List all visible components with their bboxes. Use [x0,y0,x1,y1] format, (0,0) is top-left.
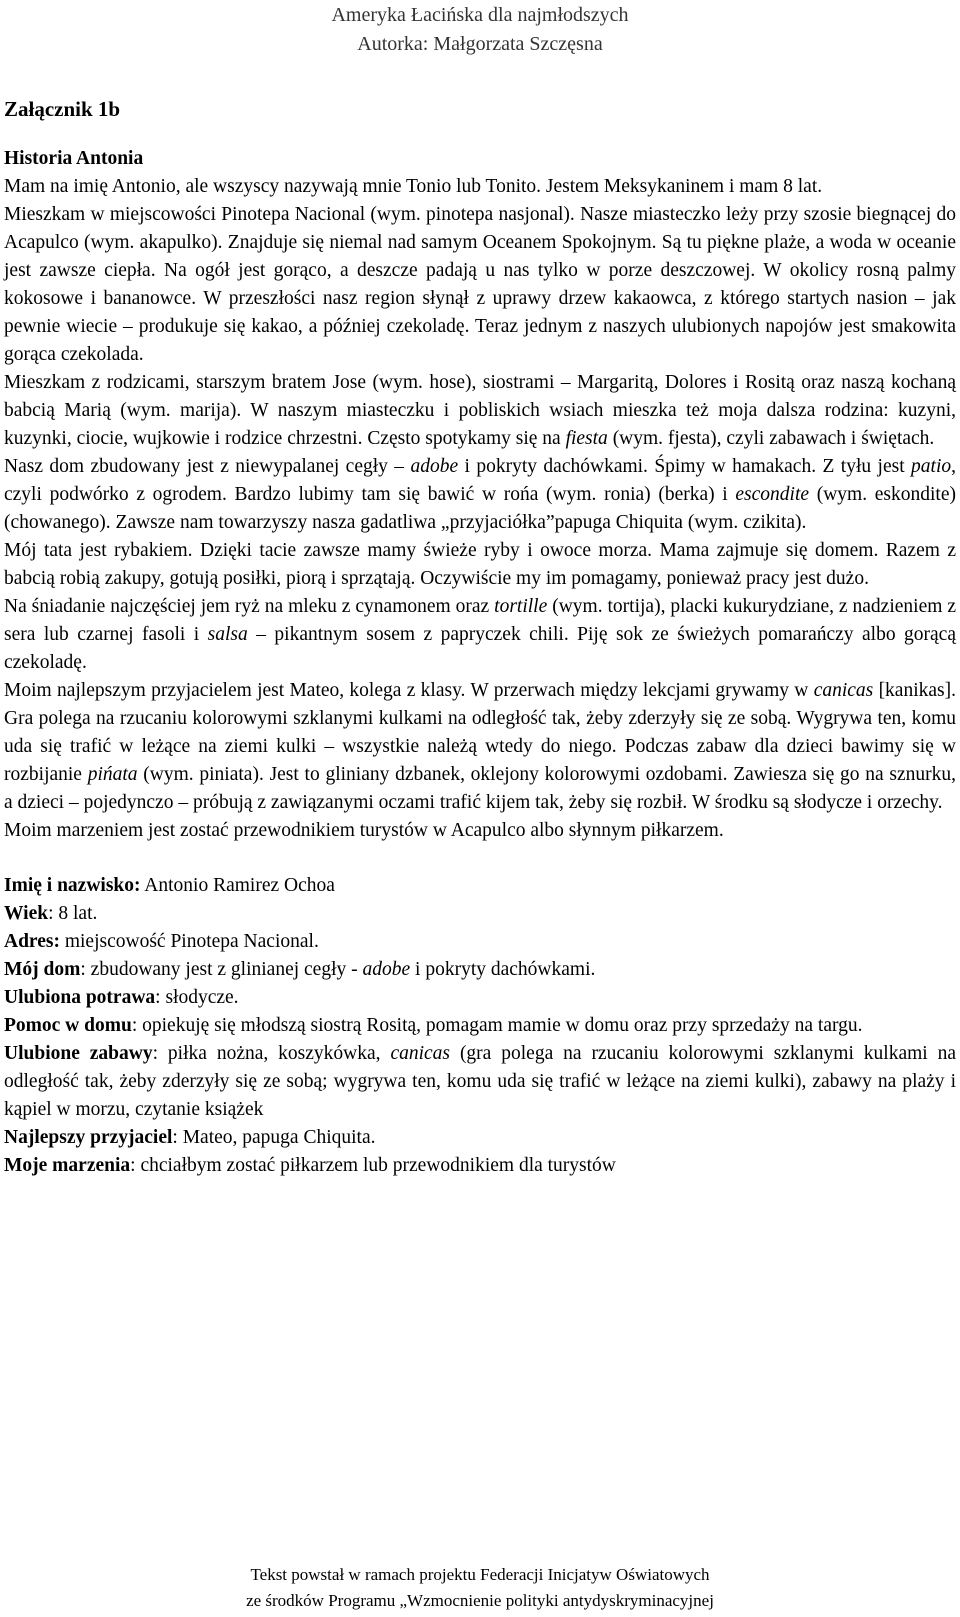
text-run: i pokryty dachówkami. Śpimy w hamakach. Z tyłu jest [458,456,912,477]
profile-value: (gra polega na rzucaniu kolorowymi szklanymi kulkami na odległość tak, żeby zderzyły się ze sobą; wygrywa ten, komu uda się trafić w leżące na ziemi kulki), zabawy na plaży i kąpiel w morzu, czytanie książek [4,1043,956,1120]
profile-card [4,872,956,1180]
story-paragraph-3 [4,369,956,453]
profile-label: Pomoc w domu [4,1015,132,1036]
term-tortille: tortille [494,596,548,617]
profile-food-row [4,984,956,1012]
text-run: (wym. tortija), placki kukurydziane, z nadzieniem z sera lub czarnej fasoli i [4,596,957,645]
profile-value: : 8 lat. [48,903,98,924]
text-run: Nasz dom zbudowany jest z niewypalanej cegły – [4,456,411,477]
profile-label: Adres: [4,931,60,952]
profile-friend-row [4,1124,956,1152]
text-run: [kanikas]. Gra polega na rzucaniu kolorowymi szklanymi kulkami na odległość tak, żeby zderzyły się ze sobą. Wygrywa ten, komu uda się trafić w leżące na ziemi kulki – wszystkie należą wtedy do niego. Podczas zabaw dla dzieci bawimy się w rozbijanie [4,680,956,785]
story-paragraph-7 [4,677,956,817]
document-header [0,0,960,58]
profile-value: : słodycze. [155,987,239,1008]
profile-label: Imię i nazwisko: [4,875,141,896]
profile-value: : opiekuję się młodszą siostrą Rositą, pomagam mamie w domu oraz przy sprzedaży na targu. [131,1015,863,1036]
profile-value: : chciałbym zostać piłkarzem lub przewodnikiem dla turystów [130,1155,616,1176]
profile-label: Ulubione zabawy [4,1043,153,1064]
text-run: Mieszkam z rodzicami, starszym bratem Jose (wym. hose), siostrami – Margaritą, Dolores i Rositą oraz naszą kochaną babcią Marią (wym. marija). W naszym miasteczku i pobliskich wsiach mieszka też moja dalsza rodzina: kuzyni, kuzynki, ciocie, wujkowie i rodzice chrzestni. Często spotykamy się na [4,372,956,449]
footer-line-1: Tekst powstał w ramach projektu Federacji Inicjatyw Oświatowych [250,1565,710,1584]
term-pinata: pińata [87,764,138,785]
profile-name-row [4,872,956,900]
document-body [4,95,956,1180]
header-author: Autorka: Małgorzata Szczęsna [357,33,603,55]
story-paragraph-1: Mam na imię Antonio, ale wszyscy nazywają mnie Tonio lub Tonito. Jestem Meksykaninem i mam 8 lat. [4,176,823,197]
profile-help-row [4,1012,956,1040]
story-title: Historia Antonia [4,148,144,169]
term-escondite: escondite [735,484,810,505]
profile-value: : zbudowany jest z glinianej cegły - [80,959,363,980]
profile-label: Moje marzenia [4,1155,131,1176]
text-run: – pikantnym sosem z papryczek chili. Piję sok ze świeżych pomarańczy albo gorącą czekoladę. [4,624,956,673]
story-paragraph-8: Moim marzeniem jest zostać przewodnikiem turystów w Acapulco albo słynnym piłkarzem. [4,820,724,841]
profile-label: Wiek [4,903,49,924]
profile-value: miejscowość Pinotepa Nacional. [59,931,319,952]
footer-line-2: ze środków Programu „Wzmocnienie polityki antydyskryminacyjnej [246,1591,714,1610]
term-salsa: salsa [207,624,248,645]
profile-label: Najlepszy przyjaciel [4,1127,173,1148]
text-run: , czyli podwórko z ogrodem. Bardzo lubimy tam się bawić w rońa (wym. ronia) (berka) i [4,456,956,505]
story-paragraph-4 [4,453,956,537]
story-paragraph-5: Mój tata jest rybakiem. Dzięki tacie zawsze mamy świeże ryby i owoce morza. Mama zajmuje się domem. Razem z babcią robią zakupy, gotują posiłki, piorą i sprzątają. Oczywiście my im pomagamy, ponieważ pracy jest dużo. [4,540,956,589]
story-paragraph-6 [4,593,956,677]
term-canicas: canicas [813,680,874,701]
profile-value: : piłka nożna, koszykówka, [152,1043,391,1064]
profile-value: Antonio Ramirez Ochoa [140,875,335,896]
term-fiesta: fiesta [565,428,608,449]
profile-label: Ulubiona potrawa [4,987,156,1008]
profile-value: i pokryty dachówkami. [410,959,596,980]
profile-home-row [4,956,956,984]
text-run: (wym. eskondite) (chowanego). Zawsze nam towarzyszy nasza gadatliwa „przyjaciółka”papuga Chiquita (wym. czikita). [4,484,956,533]
text-run: (wym. piniata). Jest to gliniany dzbanek, oklejony kolorowymi ozdobami. Zawiesza się go na sznurku, a dzieci – pojedynczo – próbują z zawiązanymi oczami trafić kijem tak, żeby się rozbił. W środku są słodycze i orzechy. [4,764,956,813]
appendix-title: Załącznik 1b [4,97,121,121]
text-run: (wym. fjesta), czyli zabawach i świętach. [607,428,935,449]
story-text [4,173,956,845]
term-canicas: canicas [390,1043,451,1064]
term-adobe: adobe [410,456,459,477]
document-footer [0,1562,960,1614]
story-paragraph-2-text: Mieszkam w miejscowości Pinotepa Nacional (wym. pinotepa nasjonal). Nasze miasteczko leży przy szosie biegnącej do Acapulco (wym. akapulko). Znajduje się niemal nad samym Oceanem Spokojnym. Są tu piękne plaże, a woda w oceanie jest zawsze ciepła. Na ogół jest gorąco, a deszcze padają u nas tylko w porze deszczowej. W okolicy rosną palmy kokosowe i bananowce. W przeszłości nasz region słynął z uprawy drzew kakaowca, z którego startych nasion – jak pewnie wiecie – produkuje się kakao, a później czekoladę. Teraz jednym z naszych ulubionych napojów jest smakowita gorąca czekolada. [4,204,956,365]
profile-value: : Mateo, papuga Chiquita. [172,1127,376,1148]
header-series-title: Ameryka Łacińska dla najmłodszych [331,4,629,26]
term-adobe: adobe [362,959,411,980]
spacer [4,123,956,145]
profile-dreams-row [4,1152,956,1180]
text-run: Moim najlepszym przyjacielem jest Mateo, kolega z klasy. W przerwach między lekcjami grywamy w [4,680,814,701]
profile-age-row [4,900,956,928]
profile-label: Mój dom [4,959,81,980]
story-paragraph-2 [4,201,956,369]
text-run: Na śniadanie najczęściej jem ryż na mleku z cynamonem oraz [4,596,495,617]
term-patio: patio [911,456,952,477]
profile-games-row [4,1040,956,1124]
profile-address-row [4,928,956,956]
